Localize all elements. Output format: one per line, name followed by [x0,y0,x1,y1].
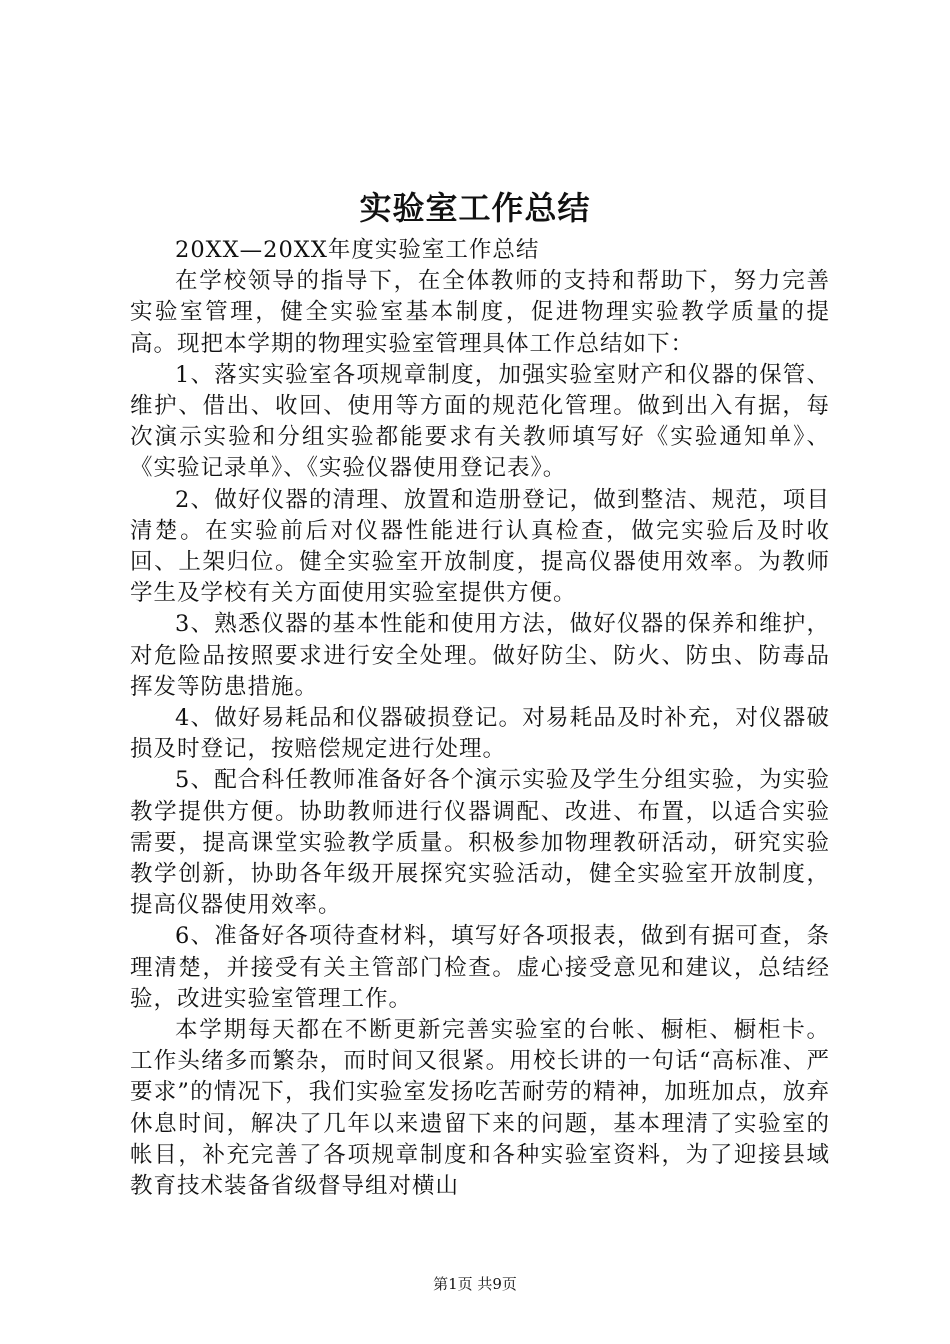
page-number-footer: 第1页 共9页 [433,1275,517,1293]
paragraph-item-1: 1、落实实验室各项规章制度，加强实验室财产和仪器的保管、维护、借出、收回、使用等方面的规范化管理。做到出入有据，每次演示实验和分组实验都能要求有关教师填写好《实验通知单》、《实验记录单》、《实验仪器使用登记表》。 [130,361,830,482]
paragraph-summary: 本学期每天都在不断更新完善实验室的台帐、橱柜、橱柜卡。工作头绪多而繁杂，而时间又很紧。用校长讲的一句话“高标准、严要求”的情况下，我们实验室发扬吃苦耐劳的精神，加班加点，放弃休息时间，解决了几年以来遗留下来的问题，基本理清了实验室的帐目，补充完善了各项规章制度和各种实验室资料，为了迎接县域教育技术装备省级督导组对横山 [130,1017,830,1200]
paragraph-item-2: 2、做好仪器的清理、放置和造册登记，做到整洁、规范，项目清楚。在实验前后对仪器性能进行认真检查，做完实验后及时收回、上架归位。健全实验室开放制度，提高仪器使用效率。为教师学生及学校有关方面使用实验室提供方便。 [130,486,830,607]
document-body [130,235,830,1202]
paragraph-item-3: 3、熟悉仪器的基本性能和使用方法，做好仪器的保养和维护，对危险品按照要求进行安全处理。做好防尘、防火、防虫、防毒品挥发等防患措施。 [130,611,830,700]
document-title: 实验室工作总结 [359,189,591,227]
paragraph-intro: 在学校领导的指导下，在全体教师的支持和帮助下，努力完善实验室管理，健全实验室基本制度，促进物理实验教学质量的提高。现把本学期的物理实验室管理具体工作总结如下： [130,268,830,357]
paragraph-item-4: 4、做好易耗品和仪器破损登记。对易耗品及时补充，对仪器破损及时登记，按赔偿规定进行处理。 [130,705,830,763]
paragraph-item-5: 5、配合科任教师准备好各个演示实验及学生分组实验，为实验教学提供方便。协助教师进行仪器调配、改进、布置，以适合实验需要，提高课堂实验教学质量。积极参加物理教研活动，研究实验教学创新，协助各年级开展探究实验活动，健全实验室开放制度，提高仪器使用效率。 [130,767,830,919]
document-subtitle: 20XX—20XX年度实验室工作总结 [175,237,540,263]
paragraph-item-6: 6、准备好各项待查材料，填写好各项报表，做到有据可查，条理清楚，并接受有关主管部门检查。虚心接受意见和建议，总结经验，改进实验室管理工作。 [130,923,830,1012]
